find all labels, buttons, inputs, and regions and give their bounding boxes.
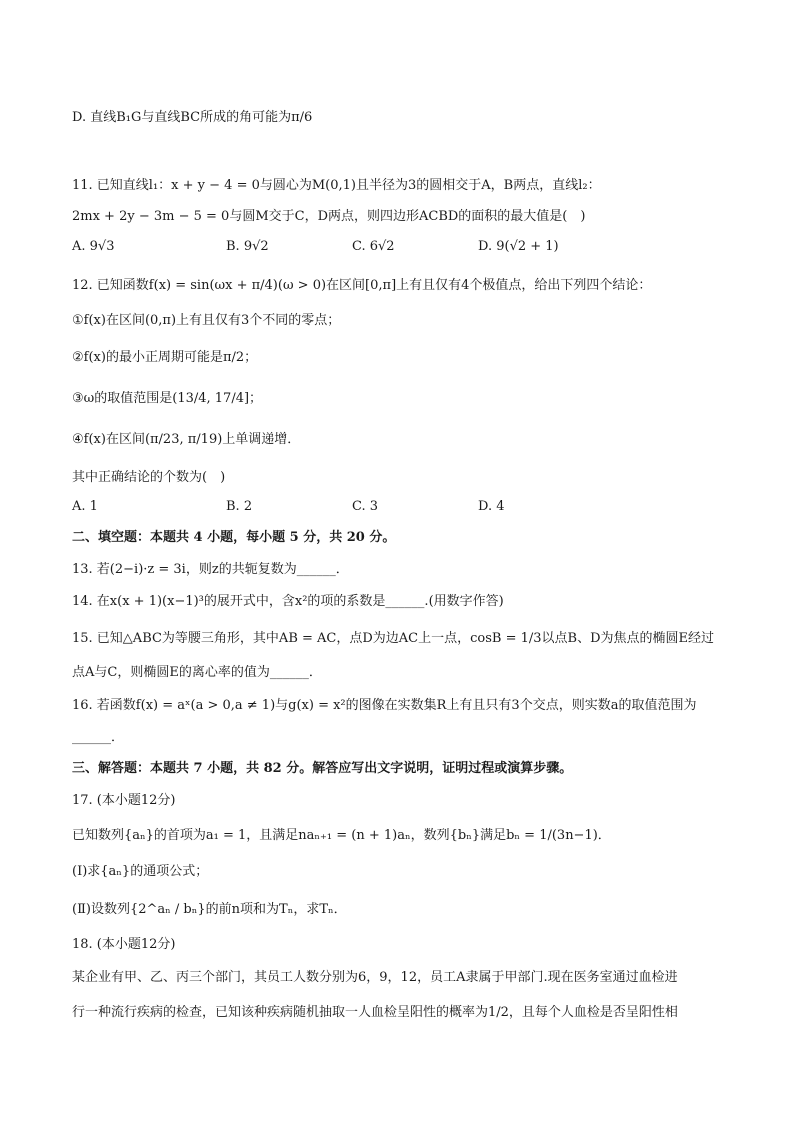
- q12-statement-2: ②f(x)的最小正周期可能是π/2；: [72, 350, 258, 365]
- q12-option-d: D. 4: [478, 499, 505, 514]
- q15-line-2: 点A与C，则椭圆E的离心率的值为______．: [72, 665, 322, 680]
- q16-line-2: ______．: [72, 730, 125, 745]
- q18-heading: 18. (本小题12分): [72, 937, 176, 952]
- q17-part-1: (Ⅰ)求{aₙ}的通项公式；: [72, 864, 209, 879]
- q13: 13. 若(2−i)·z = 3i，则z的共轭复数为______．: [72, 562, 349, 577]
- q12-option-c: C. 3: [352, 499, 379, 514]
- q12-statement-3: ③ω的取值范围是(13/4, 17/4]；: [72, 391, 263, 406]
- q11-option-a: A. 9√3: [72, 239, 115, 254]
- section-2-heading: 二、填空题：本题共 4 小题，每小题 5 分，共 20 分。: [72, 530, 396, 545]
- q10-option-d: D. 直线B₁G与直线BC所成的角可能为π/6: [72, 110, 313, 125]
- q12-question: 其中正确结论的个数为( ): [72, 470, 226, 485]
- q18-line-1: 某企业有甲、乙、丙三个部门，其员工人数分别为6，9，12，员工A隶属于甲部门.现在医务室通过血检进: [72, 970, 678, 985]
- section-3-heading: 三、解答题：本题共 7 小题，共 82 分。解答应写出文字说明，证明过程或演算步骤。: [72, 761, 573, 776]
- q15-line-1: 15. 已知△ABC为等腰三角形，其中AB = AC，点D为边AC上一点，cosB = 1/3以点B、D为焦点的椭圆E经过: [72, 631, 715, 646]
- q11-option-b: B. 9√2: [226, 239, 269, 254]
- q17-heading: 17. (本小题12分): [72, 793, 176, 808]
- q11-stem-line-2: 2mx + 2y − 3m − 5 = 0与圆M交于C，D两点，则四边形ACBD的面积的最大值是( ): [72, 209, 586, 224]
- q12-statement-4: ④f(x)在区间(π/23, π/19)上单调递增．: [72, 432, 301, 447]
- q11-option-c: C. 6√2: [352, 239, 395, 254]
- q17-stem: 已知数列{aₙ}的首项为a₁ = 1，且满足naₙ₊₁ = (n + 1)aₙ，数列{bₙ}满足bₙ = 1/(3n−1)．: [72, 828, 611, 843]
- q12-option-a: A. 1: [72, 499, 98, 514]
- q14: 14. 在x(x + 1)(x−1)³的展开式中，含x²的项的系数是______.(用数字作答): [72, 594, 504, 609]
- q12-option-b: B. 2: [226, 499, 253, 514]
- q16-line-1: 16. 若函数f(x) = aˣ(a > 0,a ≠ 1)与g(x) = x²的图像在实数集R上有且只有3个交点，则实数a的取值范围为: [72, 698, 697, 713]
- q11-stem-line-1: 11. 已知直线l₁：x + y − 4 = 0与圆心为M(0,1)且半径为3的圆相交于A，B两点，直线l₂：: [72, 178, 601, 193]
- q18-line-2: 行一种流行疾病的检查，已知该种疾病随机抽取一人血检呈阳性的概率为1/2，且每个人血检是否呈阳性相: [72, 1005, 678, 1020]
- q17-part-2: (Ⅱ)设数列{2^aₙ / bₙ}的前n项和为Tₙ，求Tₙ．: [72, 902, 347, 917]
- q11-option-d: D. 9(√2 + 1): [478, 239, 559, 254]
- q12-statement-1: ①f(x)在区间(0,π)上有且仅有3个不同的零点；: [72, 313, 341, 328]
- q12-stem: 12. 已知函数f(x) = sin(ωx + π/4)(ω > 0)在区间[0,π]上有且仅有4个极值点，给出下列四个结论：: [72, 278, 652, 293]
